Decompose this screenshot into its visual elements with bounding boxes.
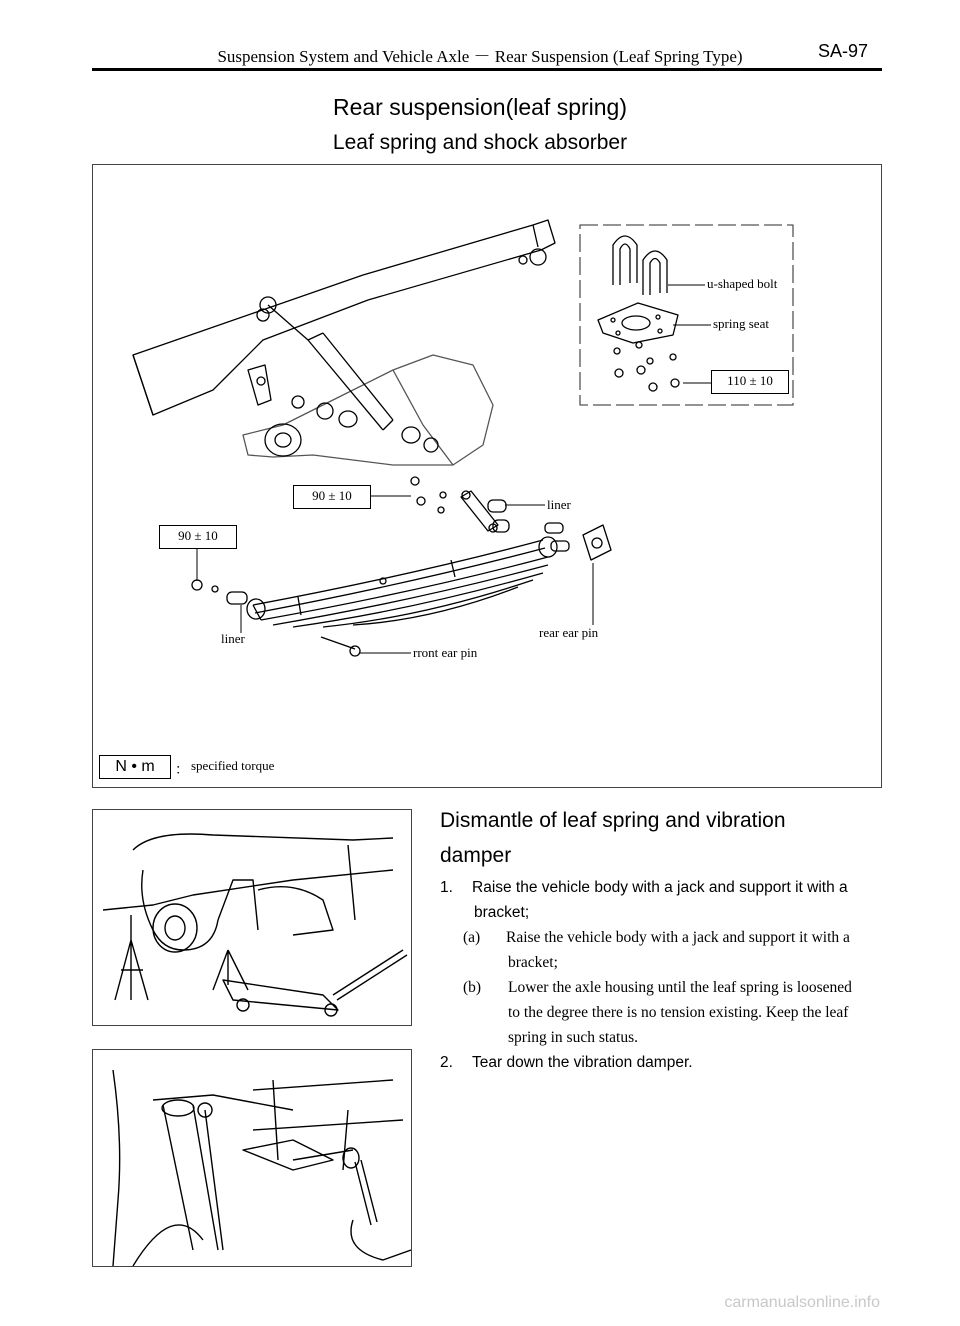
step-1-line1: Raise the vehicle body with a jack and support it with a	[472, 879, 848, 896]
header-title: Suspension System and Vehicle Axle － Rear Suspension (Leaf Spring Type)	[217, 47, 743, 66]
label-liner-bottom: liner	[221, 631, 245, 646]
step-1a-line1: Raise the vehicle body with a jack and support it with a	[506, 929, 850, 946]
label-front-ear-pin: rront ear pin	[413, 645, 478, 660]
torque-u-bolt-nut: 110 ± 10	[711, 370, 789, 394]
page-subtitle: Leaf spring and shock absorber	[332, 131, 628, 154]
step-1a-label: (a)	[463, 929, 481, 946]
legend-unit-box: N • m	[99, 755, 171, 779]
step-1b-line2: to the degree there is no tension existing. Keep the leaf	[508, 1004, 849, 1021]
step-1-number: 1.	[440, 879, 453, 896]
label-rear-ear-pin: rear ear pin	[539, 625, 599, 640]
legend-text: specified torque	[191, 758, 275, 773]
header-rule	[92, 68, 882, 71]
torque-shackle: 90 ± 10	[293, 485, 371, 509]
damper-illustration	[92, 1049, 412, 1267]
page-number: SA-97	[818, 41, 869, 61]
exploded-diagram	[92, 164, 882, 788]
section-title-line1: Dismantle of leaf spring and vibration	[440, 809, 786, 832]
watermark: carmanualsonline.info	[724, 1294, 880, 1311]
step-2-line1: Tear down the vibration damper.	[472, 1054, 693, 1071]
step-1b-line1: Lower the axle housing until the leaf spring is loosened	[508, 979, 852, 996]
legend-colon: ：	[175, 763, 189, 778]
jack-illustration	[92, 809, 412, 1026]
step-1-line2: bracket;	[474, 904, 530, 921]
step-1a-line2: bracket;	[508, 954, 558, 971]
label-liner-top: liner	[547, 497, 571, 512]
jack-drawing	[93, 810, 411, 1025]
damper-drawing	[93, 1050, 411, 1266]
step-1b-line3: spring in such status.	[508, 1029, 639, 1046]
step-1b-label: (b)	[463, 979, 482, 996]
label-spring-seat: spring seat	[713, 316, 769, 331]
suspension-drawing	[93, 165, 881, 787]
section-title-line2: damper	[440, 844, 512, 867]
page-title: Rear suspension(leaf spring)	[332, 94, 628, 120]
torque-front-pin: 90 ± 10	[159, 525, 237, 549]
label-u-shaped-bolt: u-shaped bolt	[707, 276, 778, 291]
step-2-number: 2.	[440, 1054, 453, 1071]
